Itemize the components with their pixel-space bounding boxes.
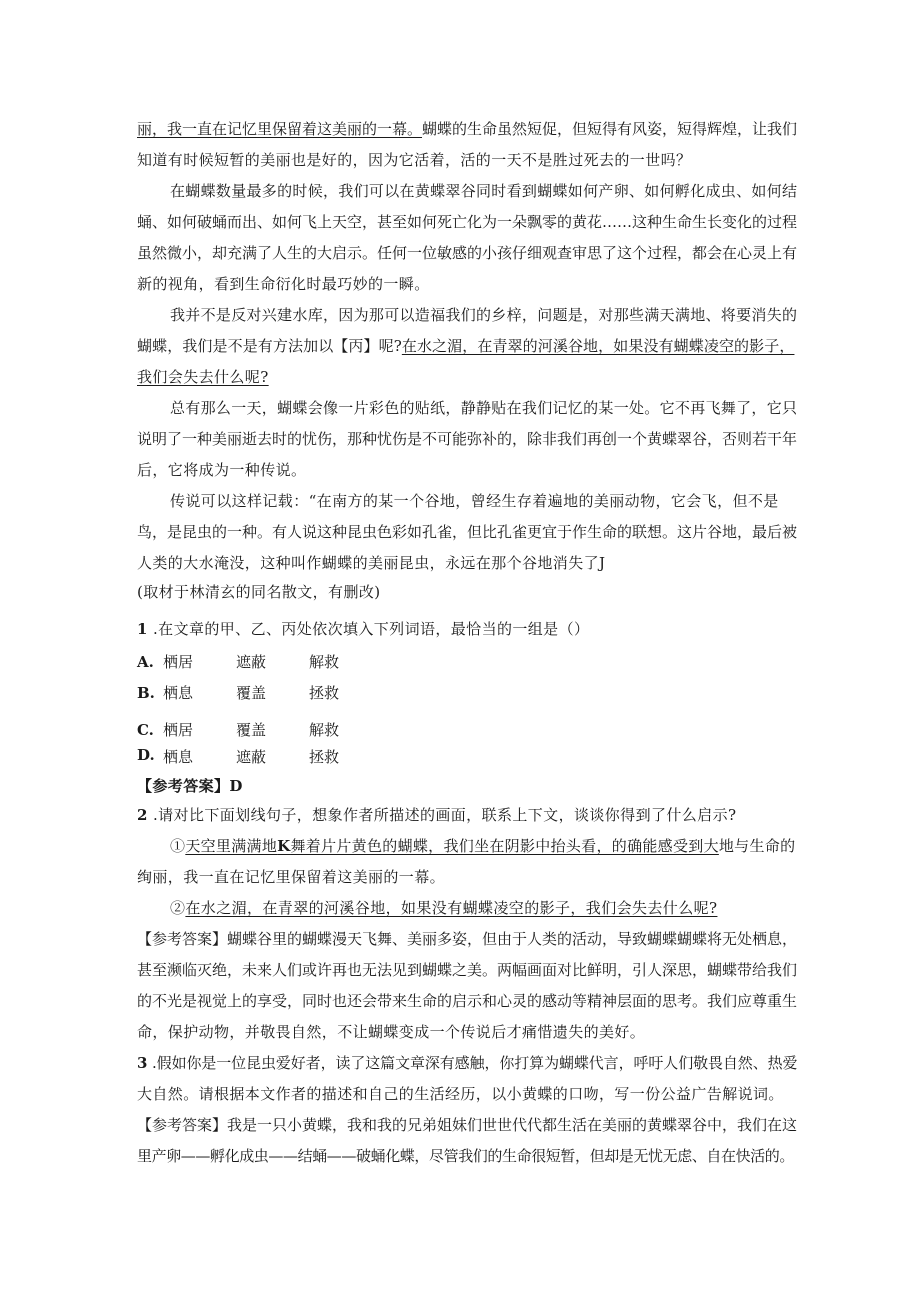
- passage-line: 虽然微小，却充满了人生的大启示。任何一位敏感的小孩仔细观查审思了这个过程，都会在心灵上有: [137, 244, 798, 262]
- q2-answer-line: 命，保护动物，并敬畏自然，不让蝴蝶变成一个传说后才痛惜遗失的美好。: [137, 1023, 646, 1041]
- q2-answer-line: 甚至濒临灭绝，未来人们或许再也无法见到蝴蝶之美。两幅画面对比鲜明，引人深思，蝴蝶带给我们: [137, 961, 798, 979]
- passage-line: 总有那么一天，蝴蝶会像一片彩色的贴纸，静静贴在我们记忆的某一处。它不再飞舞了，它只: [170, 399, 798, 417]
- document-page: 丽，我一直在记忆里保留着这美丽的一幕。蝴蝶的生命虽然短促，但短得有风姿，短得辉煌，让我们 知道有时候短暂的美丽也是好的，因为它活着，活的一天不是胜过死去的一世吗？ 在蝴蝶数量最多的时候，我们可以在黄蝶翠谷同时看到蝴蝶如何产卵、如何孵化成虫、如何结 蛹、如何破蛹而出、如何飞上天空，甚至如何死亡化为一朵飘零的黄花……这种生命生长变化的过程 虽然微小，却充满了人生的大启示。任何一位敏感的小孩仔细观查审思了这个过程，都会在心灵上有 新的视角，看到生命衍化时最巧妙的一瞬。 我并不是反对兴建水库，因为那可以造福我们的乡梓，问题是，对那些满天满地、将要消失的 蝴蝶，我们是不是有方法加以【丙】呢?在水之湄，在青翠的河溪谷地，如果没有蝴蝶凌空的影子， 我们会失去什么呢? 总有那么一天，蝴蝶会像一片彩色的贴纸，静静贴在我们记忆的某一处。它不再飞舞了，它只 说明了一种美丽逝去时的忧伤，那种忧伤是不可能弥补的，除非我们再创一个黄蝶翠谷，否则若干年 后，它将成为一种传说。 传说可以这样记载：“在南方的某一个谷地，曾经生存着遍地的美丽动物，它会飞，但不是 鸟，是昆虫的一种。有人说这种昆虫色彩如孔雀，但比孔雀更宜于作生命的联想。这片谷地，最后被 人类的大水淹没，这种叫作蝴蝶的美丽昆虫，永远在那个谷地消失了J (取材于林清玄的同名散文，有删改) 1 .在文章的甲、乙、丙处依次填入下列词语，最恰当的一组是（） A. 栖居 遮蔽 解救 B. 栖息 覆盖 拯救 C. 栖居 覆盖 解救 D. 栖息 遮蔽 拯救 【参考答案】D 2 .请对比下面划线句子，想象作者所描述的画面，联系上下文，谈谈你得到了什么启示? ①天空里满满地K舞着片片黄色的蝴蝶，我们坐在阴影中抬头看，的确能感受到大地与生命的 绚丽，我一直在记忆里保留着这美丽的一幕。 ②在水之湄，在青翠的河溪谷地，如果没有蝴蝶凌空的影子，我们会失去什么呢? 【参考答案】蝴蝶谷里的蝴蝶漫天飞舞、美丽多姿，但由于人类的活动，导致蝴蝶蝴蝶将无处栖息， 甚至濒临灭绝，未来人们或许再也无法见到蝴蝶之美。两幅画面对比鲜明，引人深思，蝴蝶带给我们 的不光是视觉上的享受，同时也还会带来生命的启示和心灵的感动等精神层面的思考。我们应尊重生 命，保护动物，并敬畏自然，不让蝴蝶变成一个传说后才痛惜遗失的美好。 3 .假如你是一位昆虫爱好者，读了这篇文章深有感触，你打算为蝴蝶代言，呼吁人们敬畏自然、热爱 大自然。请根据本文作者的描述和自己的生活经历，以小黄蝶的口吻，写一份公益广告解说词。 【参考答案】我是一只小黄蝶，我和我的兄弟姐妹们世世代代都生活在美丽的黄蝶翠谷中，我们在这 里产卵——孵化成虫——结蛹——破蛹化蝶，尽管我们的生命很短暂，但却是无忧无虑、自在快活的。: [137, 120, 798, 1165]
- passage-line: 后，它将成为一种传说。: [137, 461, 307, 479]
- q2-answer: 【参考答案】蝴蝶谷里的蝴蝶漫天飞舞、美丽多姿，但由于人类的活动，导致蝴蝶蝴蝶将无处栖息，: [137, 930, 798, 948]
- passage-line: 知道有时候短暂的美丽也是好的，因为它活着，活的一天不是胜过死去的一世吗？: [137, 151, 692, 169]
- passage-line: 丽，我一直在记忆里保留着这美丽的一幕。蝴蝶的生命虽然短促，但短得有风姿，短得辉煌，让我们: [137, 120, 798, 138]
- q2-sentence-2: ②在水之湄，在青翠的河溪谷地，如果没有蝴蝶凌空的影子，我们会失去什么呢?: [170, 899, 718, 917]
- question-2: 2 .请对比下面划线句子，想象作者所描述的画面，联系上下文，谈谈你得到了什么启示?: [137, 806, 737, 824]
- source-note: (取材于林清玄的同名散文，有删改): [137, 583, 381, 601]
- passage-line: 人类的大水淹没，这种叫作蝴蝶的美丽昆虫，永远在那个谷地消失了J: [137, 554, 606, 572]
- q3-answer-line: 里产卵——孵化成虫——结蛹——破蛹化蝶，尽管我们的生命很短暂，但却是无忧无虑、自在快活的。: [137, 1147, 795, 1165]
- passage-line: [137, 367, 797, 387]
- q2-answer-line: 的不光是视觉上的享受，同时也还会带来生命的启示和心灵的感动等精神层面的思考。我们应尊重生: [137, 992, 798, 1010]
- underlined-sentence: 丽，我一直在记忆里保留着这美丽的一幕。: [137, 120, 423, 138]
- question-3: 3 .假如你是一位昆虫爱好者，读了这篇文章深有感触，你打算为蝴蝶代言，呼吁人们敬畏自然、热爱: [137, 1054, 798, 1072]
- passage-line: 在蝴蝶数量最多的时候，我们可以在黄蝶翠谷同时看到蝴蝶如何产卵、如何孵化成虫、如何结: [170, 182, 798, 200]
- underlined-sentence: 我们会失去什么呢?: [137, 368, 269, 386]
- passage-line: 蛹、如何破蛹而出、如何飞上天空，甚至如何死亡化为一朵飘零的黄花……这种生命生长变化的过程: [137, 213, 798, 231]
- question-3-cont: 大自然。请根据本文作者的描述和自己的生活经历，以小黄蝶的口吻，写一份公益广告解说词。: [137, 1085, 784, 1103]
- passage-line: 说明了一种美丽逝去时的忧伤，那种忧伤是不可能弥补的，除非我们再创一个黄蝶翠谷，否则若干年: [137, 430, 798, 448]
- underlined-sentence: 在水之湄，在青翠的河溪谷地，如果没有蝴蝶凌空的影子，: [401, 337, 795, 355]
- question-1: 1 .在文章的甲、乙、丙处依次填入下列词语，最恰当的一组是（）: [137, 620, 590, 638]
- passage-line: 我并不是反对兴建水库，因为那可以造福我们的乡梓，问题是，对那些满天满地、将要消失的: [170, 306, 798, 324]
- q2-sentence-1: ①天空里满满地K舞着片片黄色的蝴蝶，我们坐在阴影中抬头看，的确能感受到大地与生命的: [170, 837, 796, 855]
- passage-line: 传说可以这样记载：“在南方的某一个谷地，曾经生存着遍地的美丽动物，它会飞，但不是: [170, 492, 779, 510]
- q1-answer: 【参考答案】D: [137, 777, 243, 795]
- passage-line: 蝴蝶，我们是不是有方法加以【丙】呢?在水之湄，在青翠的河溪谷地，如果没有蝴蝶凌空的影子，: [137, 337, 795, 355]
- passage-line: 新的视角，看到生命衍化时最巧妙的一瞬。: [137, 275, 430, 293]
- q3-answer: 【参考答案】我是一只小黄蝶，我和我的兄弟姐妹们世世代代都生活在美丽的黄蝶翠谷中，我们在这: [137, 1116, 798, 1134]
- q2-sentence-1-cont: 绚丽，我一直在记忆里保留着这美丽的一幕。: [137, 868, 446, 886]
- passage-line: 鸟，是昆虫的一种。有人说这种昆虫色彩如孔雀，但比孔雀更宜于作生命的联想。这片谷地，最后被: [137, 523, 798, 541]
